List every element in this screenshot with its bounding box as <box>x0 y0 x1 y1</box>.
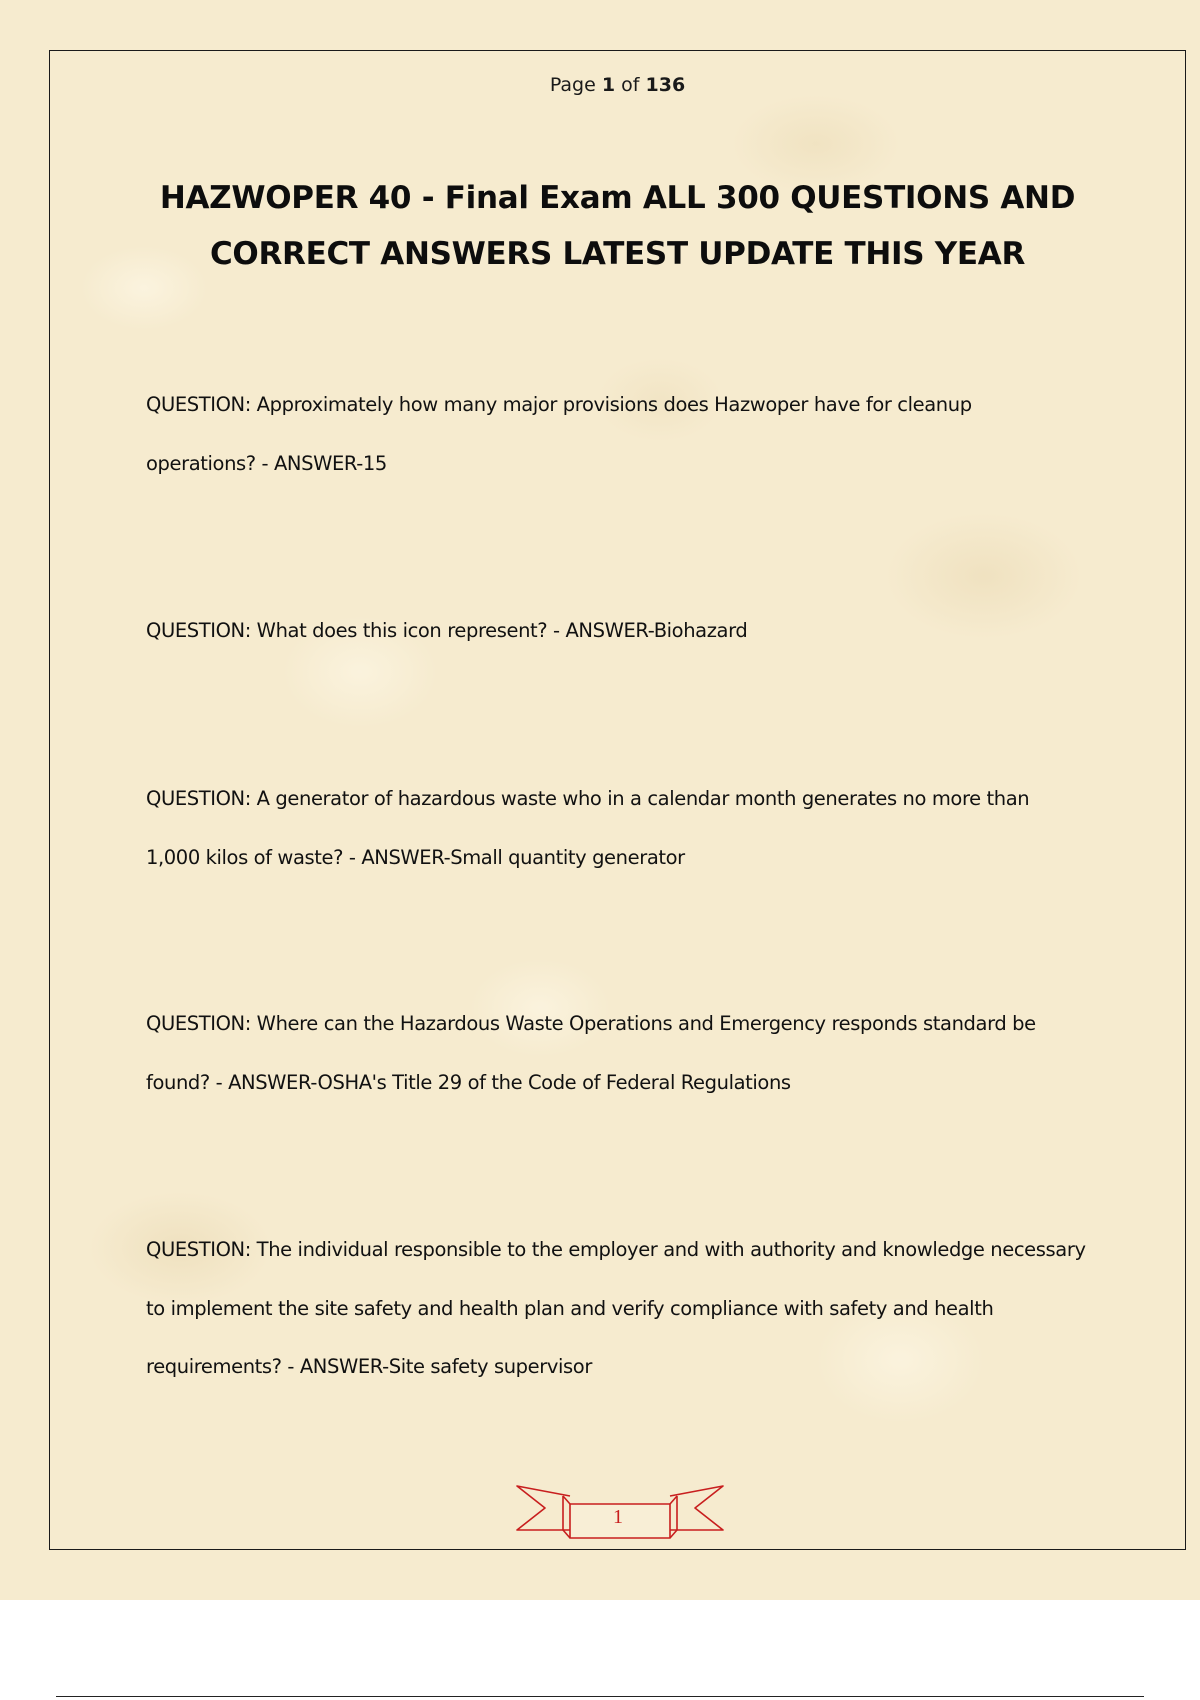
page-counter-of: of <box>621 74 640 96</box>
page-number: 1 <box>613 1506 623 1528</box>
question-answer-item: QUESTION: What does this icon represent? - ANSWER-Biohazard <box>146 619 748 642</box>
page-counter-total: 136 <box>645 74 686 96</box>
question-answer-item: QUESTION: Where can the Hazardous Waste Operations and Emergency responds standard be found? - ANSWER-OSHA's Title 29 of the Code of Federal Regulations <box>146 1012 1036 1094</box>
question-answer-item: QUESTION: Approximately how many major provisions does Hazwoper have for cleanup operations? - ANSWER-15 <box>146 393 972 475</box>
page-counter <box>0 74 1200 96</box>
question-answer-item: QUESTION: The individual responsible to the employer and with authority and knowledge necessary to implement the site safety and health plan and verify compliance with safety and health requirements? - ANSWER-Site safety supervisor <box>146 1238 1086 1378</box>
page-counter-prefix: Page <box>549 74 596 96</box>
document-title: HAZWOPER 40 - Final Exam ALL 300 QUESTIONS AND CORRECT ANSWERS LATEST UPDATE THIS YEAR <box>159 180 1076 272</box>
page-counter-current: 1 <box>601 74 616 96</box>
question-answer-item: QUESTION: A generator of hazardous waste who in a calendar month generates no more than 1,000 kilos of waste? - ANSWER-Small quantity generator <box>146 787 1030 869</box>
footer-divider <box>56 1696 1144 1697</box>
